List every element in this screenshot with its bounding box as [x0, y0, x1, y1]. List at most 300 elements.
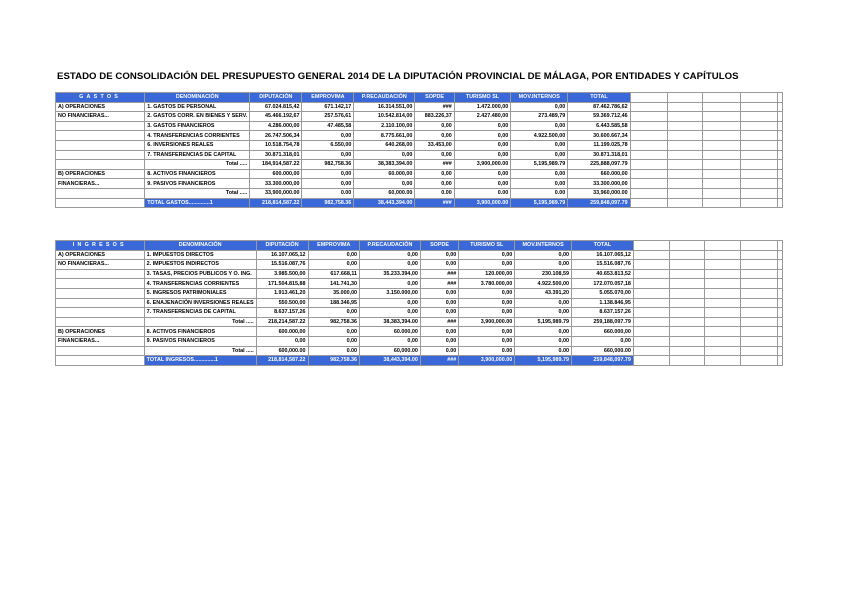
gastos-heading[interactable]: GASTOS: [56, 93, 145, 103]
row-label[interactable]: 4. TRANSFERENCIAS CORRIENTES: [145, 131, 250, 141]
empty-cell[interactable]: [667, 131, 702, 141]
empty-cell[interactable]: [670, 317, 705, 327]
row-label[interactable]: 7. TRANSFERENCIAS DE CAPITAL: [145, 150, 250, 160]
subtotal-value[interactable]: 3,900,000.00: [454, 160, 510, 170]
value-cell[interactable]: 0,00: [420, 336, 458, 346]
section-label[interactable]: [56, 131, 145, 141]
value-cell[interactable]: 0,00: [420, 250, 458, 260]
row-label[interactable]: 3. GASTOS FINANCIEROS: [145, 121, 250, 131]
section-label[interactable]: [56, 298, 145, 308]
subtotal-value[interactable]: 5,195,989.79: [511, 160, 568, 170]
value-cell[interactable]: 8.637.157,26: [256, 308, 308, 318]
empty-cell[interactable]: [740, 160, 777, 170]
value-cell[interactable]: 16.107.065,12: [256, 250, 308, 260]
value-cell[interactable]: 0,00: [354, 150, 415, 160]
value-cell[interactable]: 660.000,00: [572, 327, 634, 337]
value-cell[interactable]: 35.000,00: [308, 288, 360, 298]
subtotal-value[interactable]: 60,000.00: [354, 188, 415, 198]
value-cell[interactable]: 0,00: [256, 336, 308, 346]
column-header[interactable]: DIPUTACIÓN: [250, 93, 302, 103]
column-header[interactable]: DIPUTACIÓN: [256, 241, 308, 251]
empty-cell[interactable]: [667, 198, 702, 208]
empty-cell[interactable]: [633, 279, 669, 289]
empty-cell[interactable]: [778, 179, 783, 189]
value-cell[interactable]: 0,00: [308, 327, 360, 337]
value-cell[interactable]: 0,00: [420, 308, 458, 318]
empty-cell[interactable]: [56, 188, 145, 198]
empty-cell[interactable]: [778, 346, 783, 356]
subtotal-value[interactable]: 982,758.36: [302, 160, 354, 170]
value-cell[interactable]: 60.000,00: [360, 327, 421, 337]
empty-cell[interactable]: [778, 327, 783, 337]
empty-cell[interactable]: [670, 327, 705, 337]
total-label[interactable]: TOTAL GASTOS..............1: [145, 198, 250, 208]
value-cell[interactable]: 0,00: [454, 121, 510, 131]
row-label[interactable]: 5. INGRESOS PATRIMONIALES: [144, 288, 256, 298]
total-value[interactable]: 38,443,394.00: [360, 356, 421, 366]
value-cell[interactable]: 640.268,00: [354, 140, 415, 150]
column-header[interactable]: MOV.INTERNOS: [511, 93, 568, 103]
empty-cell[interactable]: [778, 112, 783, 122]
value-cell[interactable]: 0,00: [572, 336, 634, 346]
empty-cell[interactable]: [778, 298, 783, 308]
value-cell[interactable]: 660.000,00: [568, 169, 630, 179]
empty-cell[interactable]: [667, 160, 702, 170]
value-cell[interactable]: 0,00: [420, 298, 458, 308]
empty-cell[interactable]: [704, 269, 740, 279]
value-cell[interactable]: 1.138.846,95: [572, 298, 634, 308]
value-cell[interactable]: 33.453,00: [415, 140, 454, 150]
value-cell[interactable]: 10.542.814,00: [354, 112, 415, 122]
empty-cell[interactable]: [667, 102, 702, 112]
value-cell[interactable]: 0,00: [454, 140, 510, 150]
column-header[interactable]: TOTAL: [568, 93, 630, 103]
empty-cell[interactable]: [778, 288, 783, 298]
empty-cell[interactable]: [704, 298, 740, 308]
empty-cell[interactable]: [740, 131, 777, 141]
empty-cell[interactable]: [670, 279, 705, 289]
empty-cell[interactable]: [633, 317, 669, 327]
column-header[interactable]: TOTAL: [572, 241, 634, 251]
column-header[interactable]: SOPDE: [415, 93, 454, 103]
empty-cell[interactable]: [667, 140, 702, 150]
value-cell[interactable]: 0,00: [511, 102, 568, 112]
empty-cell[interactable]: [56, 317, 145, 327]
empty-cell[interactable]: [741, 298, 778, 308]
value-cell[interactable]: 43.391,20: [515, 288, 572, 298]
subtotal-value[interactable]: 5,195,989.79: [515, 317, 572, 327]
column-header[interactable]: TURISMO SL: [454, 93, 510, 103]
subtotal-value[interactable]: 60,000.00: [360, 346, 421, 356]
column-header[interactable]: TURISMO SL: [459, 241, 515, 251]
empty-cell[interactable]: [741, 288, 778, 298]
empty-cell[interactable]: [703, 169, 740, 179]
empty-cell[interactable]: [778, 279, 783, 289]
value-cell[interactable]: 273.489,79: [511, 112, 568, 122]
empty-cell[interactable]: [778, 169, 783, 179]
value-cell[interactable]: 15.516.087,76: [572, 260, 634, 270]
empty-cell[interactable]: [704, 241, 740, 251]
value-cell[interactable]: 0,00: [459, 327, 515, 337]
empty-cell[interactable]: [704, 317, 740, 327]
subtotal-label[interactable]: Total .....: [144, 317, 256, 327]
value-cell[interactable]: 1.913.461,20: [256, 288, 308, 298]
empty-cell[interactable]: [778, 317, 783, 327]
value-cell[interactable]: 30.871.318,01: [568, 150, 630, 160]
value-cell[interactable]: 8.637.157,26: [572, 308, 634, 318]
empty-cell[interactable]: [630, 102, 667, 112]
value-cell[interactable]: 0,00: [511, 140, 568, 150]
value-cell[interactable]: 0,00: [360, 308, 421, 318]
value-cell[interactable]: 0,00: [360, 298, 421, 308]
empty-cell[interactable]: [633, 336, 669, 346]
value-cell[interactable]: 0,00: [415, 179, 454, 189]
row-label[interactable]: 2. IMPUESTOS INDIRECTOS: [144, 260, 256, 270]
value-cell[interactable]: 0,00: [459, 336, 515, 346]
empty-cell[interactable]: [56, 160, 145, 170]
subtotal-value[interactable]: 600,000.00: [256, 346, 308, 356]
subtotal-value[interactable]: 3,900,000.00: [459, 317, 515, 327]
empty-cell[interactable]: [703, 93, 740, 103]
value-cell[interactable]: 0,00: [459, 250, 515, 260]
empty-cell[interactable]: [667, 93, 702, 103]
subtotal-value[interactable]: 0.00: [415, 188, 454, 198]
empty-cell[interactable]: [703, 102, 740, 112]
subtotal-value[interactable]: 0.00: [302, 188, 354, 198]
value-cell[interactable]: 2.427.480,00: [454, 112, 510, 122]
row-label[interactable]: 6. INVERSIONES REALES: [145, 140, 250, 150]
value-cell[interactable]: 0,00: [308, 260, 360, 270]
column-header[interactable]: P.RECAUDACIÓN: [360, 241, 421, 251]
value-cell[interactable]: 0,00: [360, 336, 421, 346]
empty-cell[interactable]: [778, 250, 783, 260]
empty-cell[interactable]: [741, 308, 778, 318]
value-cell[interactable]: 6.550,00: [302, 140, 354, 150]
value-cell[interactable]: 0,00: [415, 150, 454, 160]
empty-cell[interactable]: [741, 317, 778, 327]
value-cell[interactable]: 11.199.025,78: [568, 140, 630, 150]
value-cell[interactable]: 33.300.000,00: [568, 179, 630, 189]
section-label[interactable]: [56, 269, 145, 279]
value-cell[interactable]: ###: [420, 279, 458, 289]
empty-cell[interactable]: [703, 112, 740, 122]
empty-cell[interactable]: [703, 150, 740, 160]
value-cell[interactable]: 0,00: [308, 308, 360, 318]
value-cell[interactable]: 0,00: [454, 179, 510, 189]
row-label[interactable]: 1. IMPUESTOS DIRECTOS: [144, 250, 256, 260]
empty-cell[interactable]: [630, 93, 667, 103]
value-cell[interactable]: 0,00: [354, 179, 415, 189]
empty-cell[interactable]: [740, 93, 777, 103]
empty-cell[interactable]: [741, 279, 778, 289]
subtotal-value[interactable]: 0.00: [511, 188, 568, 198]
subtotal-value[interactable]: 982,758.36: [308, 317, 360, 327]
subtotal-value[interactable]: 38,383,394.00: [354, 160, 415, 170]
value-cell[interactable]: 0,00: [415, 169, 454, 179]
empty-cell[interactable]: [667, 179, 702, 189]
subtotal-label[interactable]: Total .....: [144, 346, 256, 356]
empty-cell[interactable]: [703, 121, 740, 131]
column-header[interactable]: P.RECAUDACIÓN: [354, 93, 415, 103]
value-cell[interactable]: 0,00: [360, 260, 421, 270]
empty-cell[interactable]: [670, 260, 705, 270]
empty-cell[interactable]: [703, 131, 740, 141]
subtotal-value[interactable]: 225,888,097.79: [568, 160, 630, 170]
section-label[interactable]: FINANCIERAS...: [56, 336, 145, 346]
row-label[interactable]: 3. TASAS, PRECIOS PUBLICOS Y O. ING.: [144, 269, 256, 279]
section-label[interactable]: [56, 121, 145, 131]
empty-cell[interactable]: [667, 188, 702, 198]
value-cell[interactable]: 3.150.000,00: [360, 288, 421, 298]
row-label[interactable]: 8. ACTIVOS FINANCIEROS: [145, 169, 250, 179]
subtotal-value[interactable]: ###: [420, 317, 458, 327]
value-cell[interactable]: 0,00: [515, 308, 572, 318]
empty-cell[interactable]: [778, 308, 783, 318]
value-cell[interactable]: 4.286.000,00: [250, 121, 302, 131]
section-label[interactable]: A) OPERACIONES: [56, 102, 145, 112]
empty-cell[interactable]: [633, 356, 669, 366]
empty-cell[interactable]: [670, 269, 705, 279]
empty-cell[interactable]: [633, 269, 669, 279]
empty-cell[interactable]: [667, 112, 702, 122]
empty-cell[interactable]: [740, 169, 777, 179]
total-value[interactable]: 5,195,989.79: [515, 356, 572, 366]
value-cell[interactable]: 10.518.754,78: [250, 140, 302, 150]
empty-cell[interactable]: [740, 102, 777, 112]
value-cell[interactable]: 0,00: [454, 169, 510, 179]
empty-cell[interactable]: [704, 346, 740, 356]
value-cell[interactable]: 0,00: [515, 260, 572, 270]
empty-cell[interactable]: [633, 327, 669, 337]
value-cell[interactable]: 2.110.100,00: [354, 121, 415, 131]
value-cell[interactable]: 0,00: [459, 298, 515, 308]
subtotal-value[interactable]: 660,000.00: [572, 346, 634, 356]
value-cell[interactable]: 0,00: [302, 131, 354, 141]
value-cell[interactable]: 0,00: [308, 336, 360, 346]
value-cell[interactable]: 0,00: [459, 308, 515, 318]
subtotal-value[interactable]: 0.00: [420, 346, 458, 356]
value-cell[interactable]: 5.055.070,00: [572, 288, 634, 298]
value-cell[interactable]: 47.485,58: [302, 121, 354, 131]
section-label[interactable]: [56, 288, 145, 298]
value-cell[interactable]: 172.070.057,18: [572, 279, 634, 289]
total-value[interactable]: ###: [415, 198, 454, 208]
empty-cell[interactable]: [741, 346, 778, 356]
total-value[interactable]: 259,848,097.79: [572, 356, 634, 366]
value-cell[interactable]: 0,00: [308, 250, 360, 260]
empty-cell[interactable]: [740, 179, 777, 189]
value-cell[interactable]: 883.226,37: [415, 112, 454, 122]
column-header[interactable]: SOPDE: [420, 241, 458, 251]
empty-cell[interactable]: [667, 121, 702, 131]
row-label[interactable]: 1. GASTOS DE PERSONAL: [145, 102, 250, 112]
empty-cell[interactable]: [778, 140, 783, 150]
empty-cell[interactable]: [670, 250, 705, 260]
value-cell[interactable]: 0,00: [459, 288, 515, 298]
value-cell[interactable]: 67.024.815,42: [250, 102, 302, 112]
empty-cell[interactable]: [630, 150, 667, 160]
section-label[interactable]: [56, 150, 145, 160]
value-cell[interactable]: 15.516.087,76: [256, 260, 308, 270]
section-label[interactable]: [56, 140, 145, 150]
value-cell[interactable]: 0,00: [415, 121, 454, 131]
empty-cell[interactable]: [740, 140, 777, 150]
total-value[interactable]: 982,758.36: [302, 198, 354, 208]
empty-cell[interactable]: [778, 150, 783, 160]
empty-cell[interactable]: [667, 150, 702, 160]
empty-cell[interactable]: [630, 179, 667, 189]
empty-cell[interactable]: [630, 112, 667, 122]
subtotal-value[interactable]: 0.00: [515, 346, 572, 356]
value-cell[interactable]: 600.000,00: [256, 327, 308, 337]
empty-cell[interactable]: [703, 188, 740, 198]
empty-cell[interactable]: [740, 188, 777, 198]
empty-cell[interactable]: [56, 356, 145, 366]
empty-cell[interactable]: [740, 121, 777, 131]
value-cell[interactable]: 59.369.712,46: [568, 112, 630, 122]
value-cell[interactable]: 617.668,11: [308, 269, 360, 279]
value-cell[interactable]: 40.653.813,52: [572, 269, 634, 279]
empty-cell[interactable]: [741, 356, 778, 366]
total-value[interactable]: 5,195,989.79: [511, 198, 568, 208]
empty-cell[interactable]: [670, 346, 705, 356]
value-cell[interactable]: 4.922.500,00: [511, 131, 568, 141]
row-label[interactable]: 8. ACTIVOS FINANCIEROS: [144, 327, 256, 337]
value-cell[interactable]: 0,00: [420, 327, 458, 337]
empty-cell[interactable]: [740, 198, 777, 208]
value-cell[interactable]: 8.775.661,00: [354, 131, 415, 141]
value-cell[interactable]: 33.300.000,00: [250, 179, 302, 189]
row-label[interactable]: 9. PASIVOS FINANCIEROS: [145, 179, 250, 189]
ingresos-heading[interactable]: INGRESOS: [56, 241, 145, 251]
empty-cell[interactable]: [704, 279, 740, 289]
empty-cell[interactable]: [778, 356, 783, 366]
empty-cell[interactable]: [704, 308, 740, 318]
empty-cell[interactable]: [741, 327, 778, 337]
value-cell[interactable]: 60.000,00: [354, 169, 415, 179]
empty-cell[interactable]: [670, 356, 705, 366]
column-header[interactable]: DENOMINACIÓN: [144, 241, 256, 251]
empty-cell[interactable]: [704, 260, 740, 270]
empty-cell[interactable]: [741, 241, 778, 251]
row-label[interactable]: 9. PASIVOS FINANCIEROS: [144, 336, 256, 346]
empty-cell[interactable]: [667, 169, 702, 179]
empty-cell[interactable]: [633, 308, 669, 318]
empty-cell[interactable]: [670, 336, 705, 346]
section-label[interactable]: [56, 308, 145, 318]
empty-cell[interactable]: [630, 169, 667, 179]
value-cell[interactable]: 0,00: [420, 288, 458, 298]
value-cell[interactable]: ###: [415, 102, 454, 112]
subtotal-value[interactable]: 38,383,394.00: [360, 317, 421, 327]
value-cell[interactable]: 4.922.500,00: [515, 279, 572, 289]
empty-cell[interactable]: [56, 346, 145, 356]
empty-cell[interactable]: [633, 241, 669, 251]
value-cell[interactable]: 0,00: [511, 150, 568, 160]
total-value[interactable]: 218,814,587.22: [256, 356, 308, 366]
value-cell[interactable]: 0,00: [511, 179, 568, 189]
total-value[interactable]: 38,443,394.00: [354, 198, 415, 208]
value-cell[interactable]: 1.472.000,00: [454, 102, 510, 112]
value-cell[interactable]: 0,00: [515, 336, 572, 346]
empty-cell[interactable]: [778, 93, 783, 103]
empty-cell[interactable]: [633, 288, 669, 298]
section-label[interactable]: B) OPERACIONES: [56, 169, 145, 179]
subtotal-value[interactable]: 0.00: [459, 346, 515, 356]
value-cell[interactable]: 671.142,17: [302, 102, 354, 112]
value-cell[interactable]: 0,00: [302, 169, 354, 179]
value-cell[interactable]: 188.346,95: [308, 298, 360, 308]
empty-cell[interactable]: [703, 198, 740, 208]
value-cell[interactable]: 3.780.000,00: [459, 279, 515, 289]
empty-cell[interactable]: [741, 250, 778, 260]
subtotal-value[interactable]: 0.00: [308, 346, 360, 356]
empty-cell[interactable]: [630, 188, 667, 198]
section-label[interactable]: NO FINANCIERAS...: [56, 112, 145, 122]
section-label[interactable]: B) OPERACIONES: [56, 327, 145, 337]
value-cell[interactable]: 257.576,61: [302, 112, 354, 122]
value-cell[interactable]: 87.462.786,62: [568, 102, 630, 112]
section-label[interactable]: NO FINANCIERAS...: [56, 260, 145, 270]
total-value[interactable]: 3,900,000.00: [459, 356, 515, 366]
empty-cell[interactable]: [778, 131, 783, 141]
value-cell[interactable]: 0,00: [515, 327, 572, 337]
value-cell[interactable]: 0,00: [360, 279, 421, 289]
value-cell[interactable]: 0,00: [515, 250, 572, 260]
empty-cell[interactable]: [704, 356, 740, 366]
empty-cell[interactable]: [778, 336, 783, 346]
empty-cell[interactable]: [630, 131, 667, 141]
row-label[interactable]: 2. GASTOS CORR. EN BIENES Y SERV.: [145, 112, 250, 122]
subtotal-value[interactable]: 184,914,587.22: [250, 160, 302, 170]
total-value[interactable]: 218,814,587.22: [250, 198, 302, 208]
empty-cell[interactable]: [740, 112, 777, 122]
total-label[interactable]: TOTAL INGRESOS..............1: [144, 356, 256, 366]
value-cell[interactable]: 0,00: [511, 121, 568, 131]
subtotal-value[interactable]: 259,188,097.79: [572, 317, 634, 327]
total-value[interactable]: ###: [420, 356, 458, 366]
column-header[interactable]: EMPROVIMA: [308, 241, 360, 251]
empty-cell[interactable]: [741, 260, 778, 270]
section-label[interactable]: A) OPERACIONES: [56, 250, 145, 260]
value-cell[interactable]: 6.443.585,58: [568, 121, 630, 131]
empty-cell[interactable]: [704, 336, 740, 346]
empty-cell[interactable]: [703, 160, 740, 170]
total-value[interactable]: 259,848,097.79: [568, 198, 630, 208]
value-cell[interactable]: 230.108,59: [515, 269, 572, 279]
subtotal-value[interactable]: 0.00: [454, 188, 510, 198]
empty-cell[interactable]: [704, 250, 740, 260]
section-label[interactable]: [56, 279, 145, 289]
empty-cell[interactable]: [778, 241, 783, 251]
empty-cell[interactable]: [778, 160, 783, 170]
subtotal-value[interactable]: ###: [415, 160, 454, 170]
empty-cell[interactable]: [670, 288, 705, 298]
value-cell[interactable]: 0,00: [360, 250, 421, 260]
column-header[interactable]: DENOMINACIÓN: [145, 93, 250, 103]
empty-cell[interactable]: [633, 250, 669, 260]
empty-cell[interactable]: [704, 327, 740, 337]
value-cell[interactable]: 26.747.506,34: [250, 131, 302, 141]
value-cell[interactable]: 45.466.192,67: [250, 112, 302, 122]
empty-cell[interactable]: [703, 140, 740, 150]
total-value[interactable]: 982,758.36: [308, 356, 360, 366]
total-value[interactable]: 3,900,000.00: [454, 198, 510, 208]
value-cell[interactable]: 600.000,00: [250, 169, 302, 179]
row-label[interactable]: 6. ENAJENACIÓN INVERSIONES REALES: [144, 298, 256, 308]
empty-cell[interactable]: [778, 198, 783, 208]
subtotal-value[interactable]: 33,900,000.00: [250, 188, 302, 198]
